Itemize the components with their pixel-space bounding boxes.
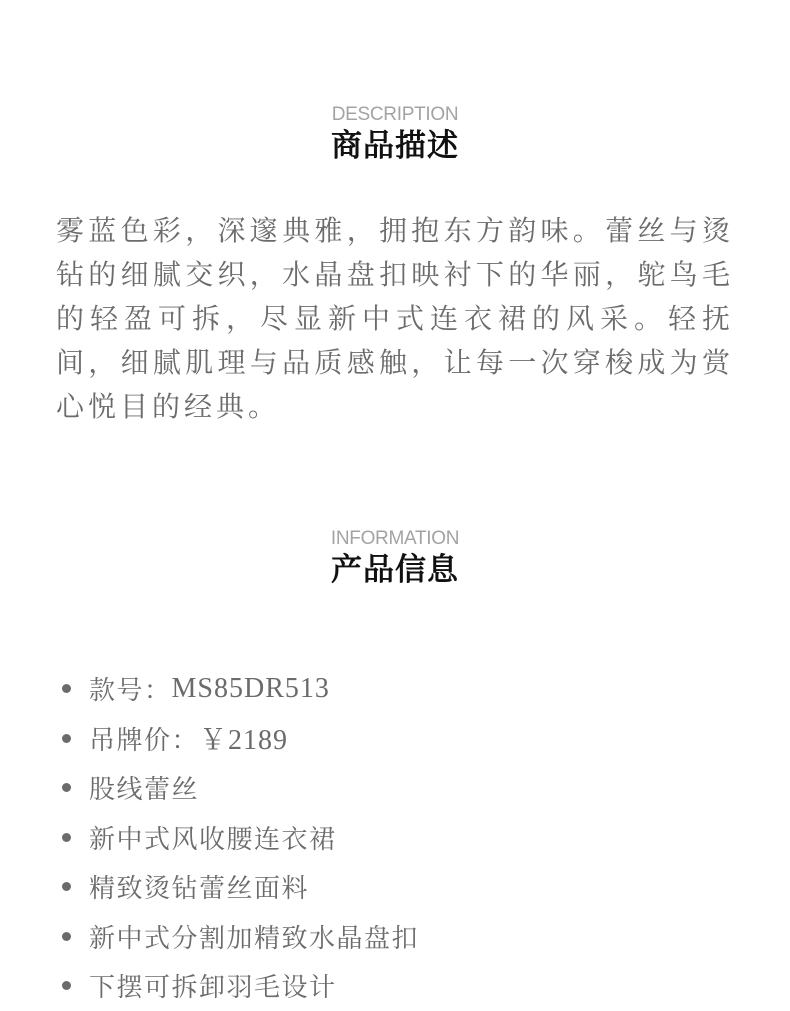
- bullet-icon: [62, 981, 71, 990]
- info-item-label: 精致烫钻蕾丝面料: [89, 874, 310, 905]
- bullet-icon: [62, 833, 71, 842]
- description-header: [0, 104, 790, 166]
- info-item: [58, 813, 419, 863]
- information-header: [0, 528, 790, 590]
- information-title: 产品信息: [331, 552, 459, 588]
- info-item-label: 下摆可拆卸羽毛设计: [89, 973, 337, 1004]
- info-item-label: 吊牌价：: [89, 725, 200, 756]
- info-item-tag-price: [58, 714, 419, 764]
- info-item: [58, 961, 419, 1011]
- bullet-icon: [62, 734, 71, 743]
- info-item-label: 股线蕾丝: [89, 775, 200, 806]
- info-item: [58, 912, 419, 962]
- info-item-label: 新中式分割加精致水晶盘扣: [89, 923, 420, 954]
- bullet-icon: [62, 882, 71, 891]
- info-item-label: 款号：: [89, 676, 172, 707]
- bullet-icon: [62, 932, 71, 941]
- info-item: [58, 862, 419, 912]
- bullet-icon: [62, 783, 71, 792]
- info-item-value: MS85DR513: [171, 672, 330, 704]
- info-item-value: ￥2189: [199, 725, 289, 757]
- description-eyebrow: DESCRIPTION: [331, 104, 459, 125]
- bullet-icon: [62, 684, 71, 693]
- product-description-text: 雾蓝色彩，深邃典雅，拥抱东方韵味。蕾丝与烫钻的细腻交织，水晶盘扣映衬下的华丽，鸵鸟毛的轻盈可拆，尽显新中式连衣裙的风采。轻抚间，细腻肌理与品质感触，让每一次穿梭成为赏心悦目的经典。: [56, 214, 734, 423]
- info-item-style-number: [58, 664, 419, 714]
- information-eyebrow: INFORMATION: [330, 528, 460, 549]
- info-item: [58, 763, 419, 813]
- product-info-list: [58, 664, 419, 1011]
- description-title: 商品描述: [331, 128, 459, 164]
- info-item-label: 新中式风收腰连衣裙: [89, 824, 337, 855]
